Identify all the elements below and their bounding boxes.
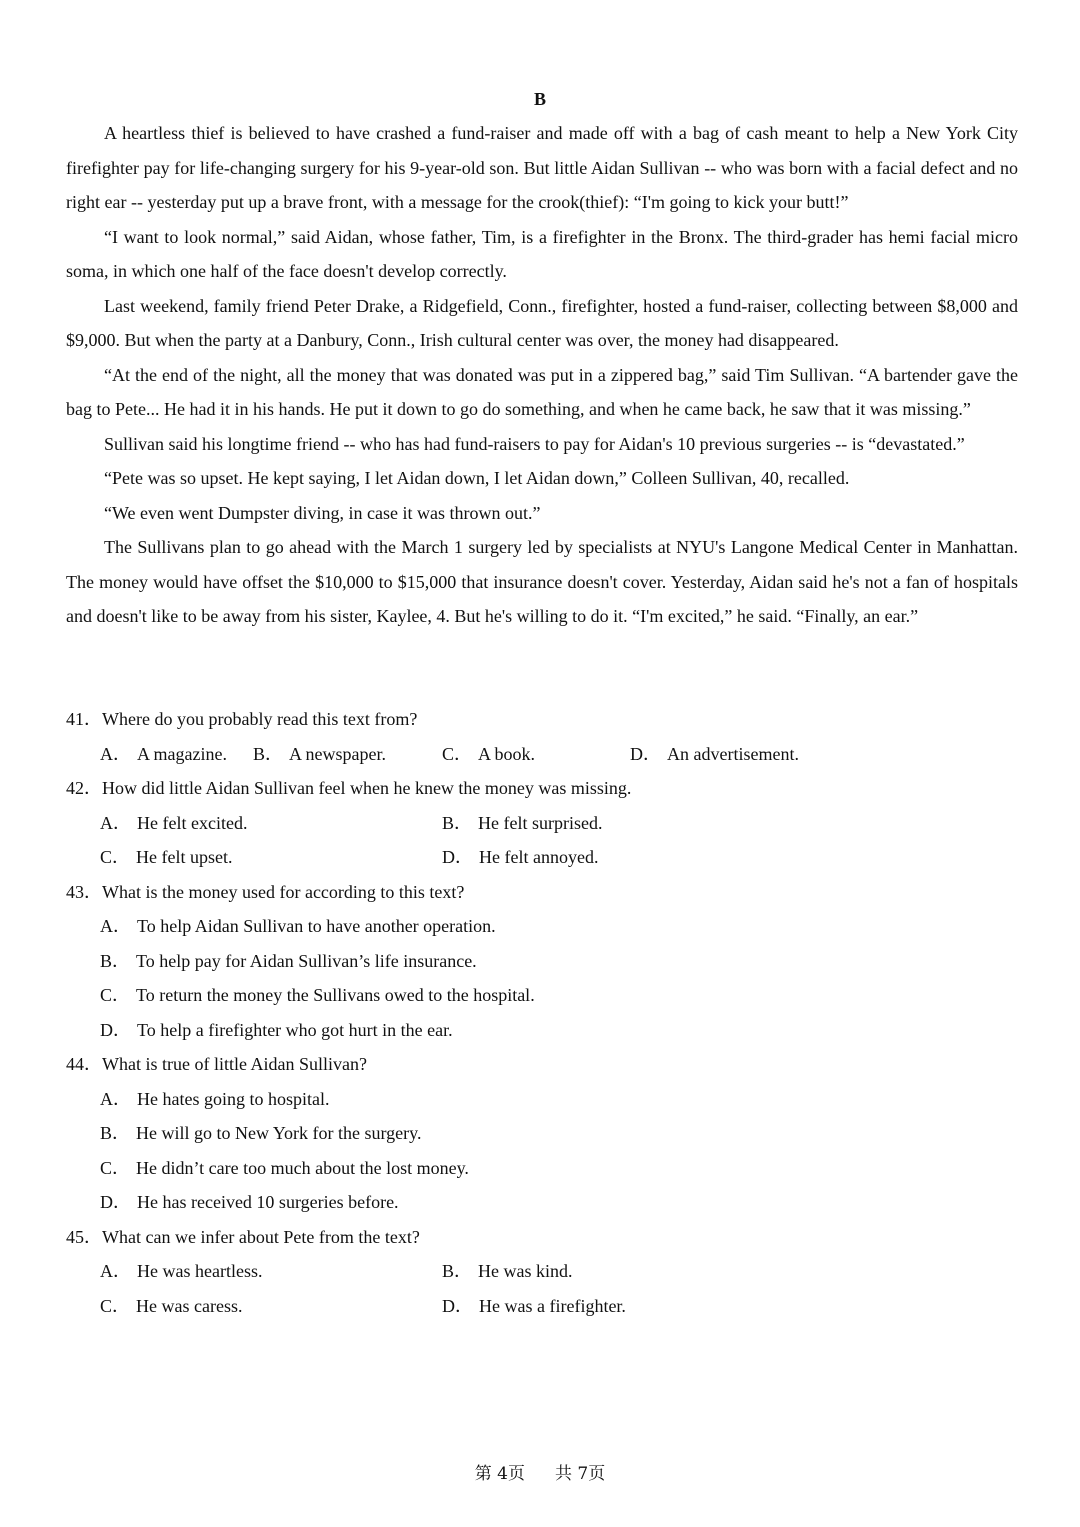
passage-paragraph: Last weekend, family friend Peter Drake, a Ridgefield, Conn., firefighter, hosted a fund-raiser, collecting between $8,000 and $9,000. But when the party at a Danbury, Conn., Irish cultural center was over, the money had disappeared. — [66, 295, 1018, 350]
option-row — [100, 1289, 1018, 1324]
question-number: 44． — [66, 1054, 102, 1074]
option-a — [100, 1254, 442, 1289]
option-c — [442, 737, 630, 772]
option-letter: B． — [100, 950, 131, 971]
option-text: To return the money the Sullivans owed to the hospital. — [136, 985, 535, 1005]
option-text: To help Aidan Sullivan to have another operation. — [137, 916, 496, 936]
option-b — [100, 1116, 1018, 1151]
option-text: He felt annoyed. — [479, 847, 599, 867]
option-letter: C． — [100, 985, 131, 1005]
option-list — [66, 1082, 1018, 1220]
page-number: 第 4页 — [474, 1464, 525, 1484]
option-d — [442, 1289, 626, 1324]
option-c — [100, 840, 442, 875]
option-text: An advertisement. — [667, 743, 799, 764]
question-stem — [66, 702, 1018, 737]
question-stem — [66, 771, 1018, 806]
option-text: He will go to New York for the surgery. — [136, 1123, 422, 1143]
question-stem — [66, 1220, 1018, 1255]
option-letter: A． — [100, 812, 131, 833]
question-number: 41． — [66, 709, 102, 729]
option-letter: A． — [100, 916, 131, 936]
option-letter: C． — [100, 1295, 131, 1316]
option-text: He felt excited. — [137, 812, 248, 833]
option-text: He felt upset. — [136, 847, 233, 867]
option-row — [100, 806, 1018, 841]
option-letter: D． — [442, 847, 473, 867]
option-letter: A． — [100, 1261, 131, 1281]
question-list — [66, 702, 1018, 1323]
question-stem — [66, 1047, 1018, 1082]
passage-paragraph: “We even went Dumpster diving, in case it was thrown out.” — [104, 502, 541, 523]
option-d — [100, 1013, 1018, 1048]
question-text: What is the money used for according to this text? — [102, 881, 465, 902]
option-letter: B． — [253, 743, 284, 764]
option-d — [100, 1185, 1018, 1220]
passage-paragraph: Sullivan said his longtime friend -- who has had fund-raisers to pay for Aidan's 10 previous surgeries -- is “devastated.” — [104, 433, 965, 454]
question-number: 43． — [66, 881, 102, 902]
option-c — [100, 978, 1018, 1013]
option-text: He hates going to hospital. — [137, 1088, 330, 1109]
question-42 — [66, 771, 1018, 875]
option-text: To help a firefighter who got hurt in the ear. — [137, 1019, 453, 1040]
page-footer — [0, 1462, 1080, 1486]
question-text: How did little Aidan Sullivan feel when he knew the money was missing. — [102, 778, 632, 798]
option-text: He was heartless. — [137, 1261, 263, 1281]
question-text: What can we infer about Pete from the text? — [102, 1226, 420, 1247]
passage-paragraph: The Sullivans plan to go ahead with the March 1 surgery led by specialists at NYU's Langone Medical Center in Manhattan. The money would have offset the $10,000 to $15,000 that insurance doesn't cover. Yesterday, Aidan said he's not a fan of hospitals and doesn't like to be away from his sister, Kaylee, 4. But he's willing to do it. “I'm excited,” he said. “Finally, an ear.” — [66, 537, 1018, 626]
option-letter: D． — [100, 1019, 131, 1040]
option-letter: B． — [442, 1261, 473, 1281]
question-43 — [66, 875, 1018, 1048]
option-a — [100, 806, 442, 841]
section-title: B — [533, 89, 546, 109]
option-text: He was a firefighter. — [479, 1295, 626, 1316]
option-text: To help pay for Aidan Sullivan’s life insurance. — [136, 950, 477, 971]
passage-paragraph: A heartless thief is believed to have crashed a fund-raiser and made off with a bag of cash meant to help a New York City firefighter pay for life-changing surgery for his 9-year-old son. But little Aidan Sullivan -- who was born with a facial defect and no right ear -- yesterday put up a brave front, with a message for the crook(thief): “I'm going to kick your butt!” — [66, 123, 1018, 212]
option-letter: D． — [630, 743, 661, 764]
option-letter: C． — [442, 743, 473, 764]
option-text: He didn’t care too much about the lost money. — [136, 1157, 469, 1178]
option-a — [100, 909, 1018, 944]
option-text: A newspaper. — [289, 743, 386, 764]
option-row — [100, 840, 1018, 875]
question-41 — [66, 702, 1018, 771]
option-text: He has received 10 surgeries before. — [137, 1192, 399, 1212]
option-b — [253, 737, 442, 772]
option-d — [630, 737, 799, 772]
option-letter: C． — [100, 847, 131, 867]
passage-paragraph: “Pete was so upset. He kept saying, I let Aidan down, I let Aidan down,” Colleen Sullivan, 40, recalled. — [104, 468, 850, 488]
passage-paragraph: “I want to look normal,” said Aidan, whose father, Tim, is a firefighter in the Bronx. The third-grader has hemi facial micro soma, in which one half of the face doesn't develop correctly. — [66, 226, 1018, 281]
option-letter: A． — [100, 1088, 131, 1109]
option-letter: A． — [100, 743, 131, 764]
question-text: Where do you probably read this text from? — [102, 709, 418, 729]
option-text: A magazine. — [137, 743, 227, 764]
question-44 — [66, 1047, 1018, 1220]
option-a — [100, 1082, 1018, 1117]
option-list — [66, 737, 1018, 772]
question-45 — [66, 1220, 1018, 1324]
option-row — [100, 737, 1018, 772]
option-letter: D． — [100, 1192, 131, 1212]
question-number: 42． — [66, 778, 102, 798]
option-text: He was caress. — [136, 1295, 243, 1316]
reading-passage — [66, 116, 1018, 634]
option-list — [66, 1254, 1018, 1323]
passage-paragraph: “At the end of the night, all the money that was donated was put in a zippered bag,” said Tim Sullivan. “A bartender gave the bag to Pete... He had it in his hands. He put it down to go do something, and when he came back, he saw that it was missing.” — [66, 364, 1018, 419]
page-total: 共 7页 — [555, 1464, 606, 1484]
option-d — [442, 840, 598, 875]
option-text: He was kind. — [478, 1261, 573, 1281]
option-list — [66, 909, 1018, 1047]
question-number: 45． — [66, 1226, 102, 1247]
question-stem — [66, 875, 1018, 910]
option-text: A book. — [478, 743, 536, 764]
option-b — [100, 944, 1018, 979]
option-letter: D． — [442, 1295, 473, 1316]
option-list — [66, 806, 1018, 875]
option-row — [100, 1254, 1018, 1289]
option-c — [100, 1151, 1018, 1186]
option-a — [100, 737, 253, 772]
option-letter: B． — [442, 812, 473, 833]
question-text: What is true of little Aidan Sullivan? — [102, 1054, 367, 1074]
option-text: He felt surprised. — [478, 812, 603, 833]
option-letter: B． — [100, 1123, 131, 1143]
option-letter: C． — [100, 1157, 131, 1178]
option-b — [442, 806, 602, 841]
option-c — [100, 1289, 442, 1324]
option-b — [442, 1254, 573, 1289]
